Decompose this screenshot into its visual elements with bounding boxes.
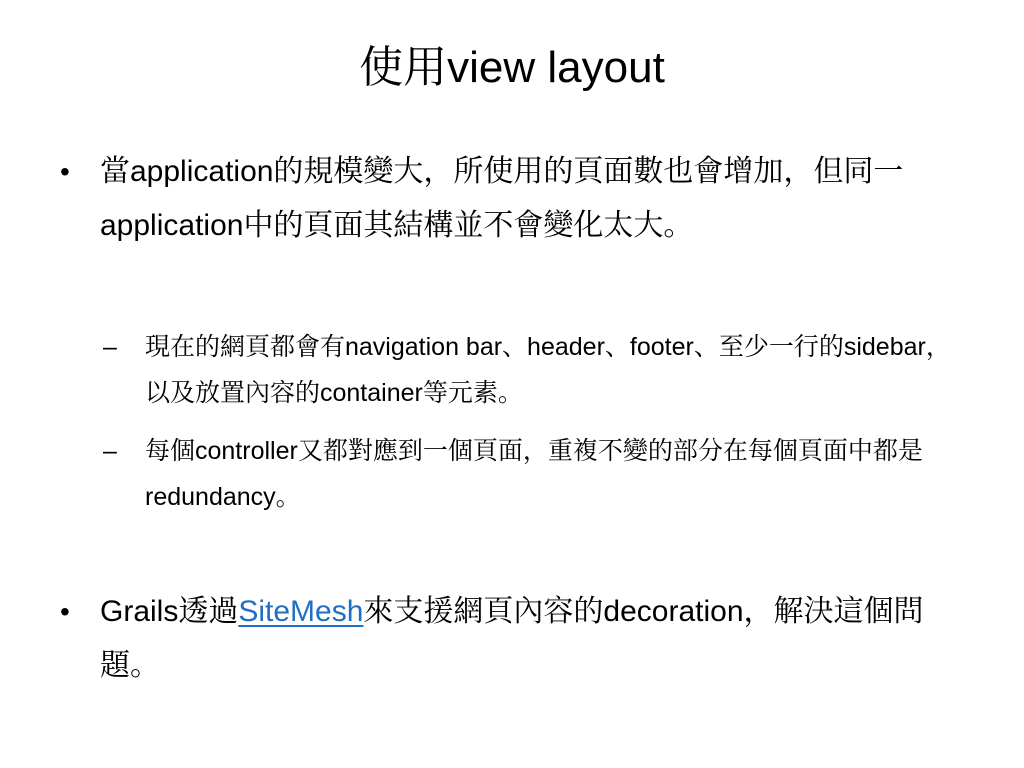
- dash-icon: –: [103, 437, 117, 465]
- bullet-item: [60, 145, 970, 253]
- bullet-icon: •: [60, 596, 70, 627]
- sitemesh-link[interactable]: SiteMesh: [238, 595, 364, 628]
- sub-bullet-text: 現在的網頁都會有navigation bar、header、footer、至少一行的sidebar，以及放置內容的container等元素。: [145, 333, 951, 407]
- slide-title: 使用view layout: [359, 43, 665, 92]
- bullet-text-after-link: 來支援網頁內容的decoration，解決這個問題。: [100, 595, 924, 682]
- dash-icon: –: [103, 333, 117, 361]
- sub-bullet-text: 每個controller又都對應到一個頁面，重複不變的部分在每個頁面中都是redundancy。: [145, 437, 923, 511]
- sub-bullet-item: [103, 324, 975, 416]
- bullet-item: [60, 585, 970, 693]
- bullet-icon: •: [60, 156, 70, 187]
- bullet-text-before-link: Grails透過: [100, 595, 239, 628]
- bullet-text: 當application的規模變大，所使用的頁面數也會增加，但同一application中的頁面其結構並不會變化太大。: [100, 155, 904, 242]
- sub-bullet-item: [103, 428, 975, 520]
